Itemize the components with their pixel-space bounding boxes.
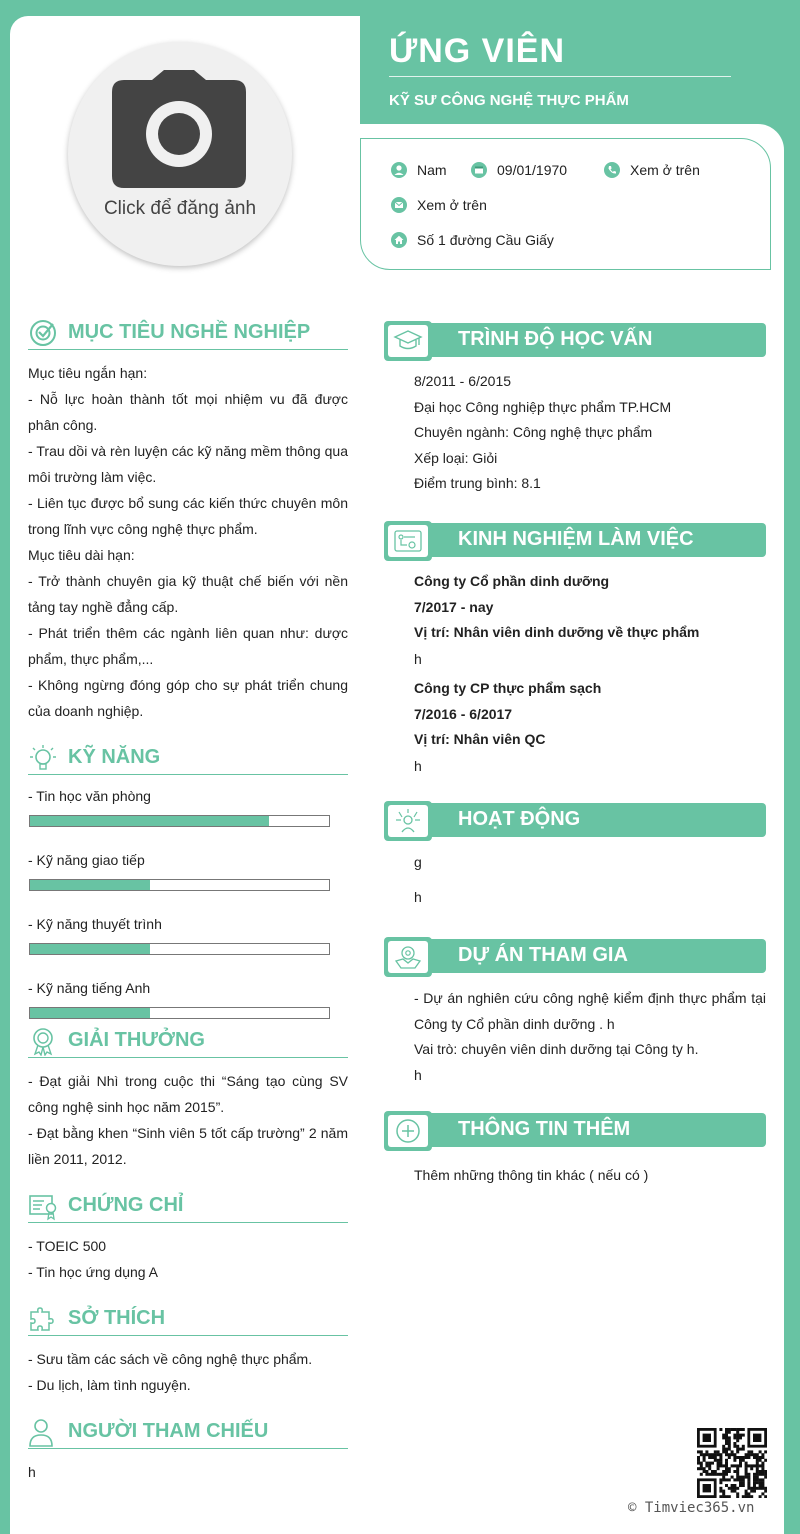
skill-label: - Kỹ năng thuyết trình	[28, 916, 162, 932]
certificate-icon	[28, 1191, 58, 1221]
award-medal-icon	[28, 1026, 58, 1056]
skill-item[interactable]	[28, 851, 348, 891]
activity-line: g	[414, 854, 422, 870]
objective-line: - Nỗ lực hoàn thành tốt mọi nhiệm vu đã được phân công.	[28, 391, 348, 433]
home-icon	[391, 232, 407, 248]
more-info-title[interactable]: THÔNG TIN THÊM	[458, 1118, 631, 1140]
skill-level-fill	[30, 1008, 150, 1018]
contact-email[interactable]	[391, 197, 487, 213]
activities-title[interactable]: HOẠT ĐỘNG	[458, 808, 581, 830]
address-value: Số 1 đường Cầu Giấy	[417, 232, 554, 248]
skill-level-fill	[30, 816, 269, 826]
skill-level-fill	[30, 944, 150, 954]
education-line: Đại học Công nghiệp thực phẩm TP.HCM	[414, 398, 672, 415]
skill-level-bar	[29, 1007, 330, 1019]
target-icon	[28, 318, 58, 348]
job-company: Công ty Cổ phần dinh dưỡng	[414, 573, 610, 589]
contact-birthday[interactable]	[471, 162, 567, 178]
gender-value: Nam	[417, 162, 447, 178]
graduation-cap-icon	[393, 329, 423, 353]
skill-level-bar	[29, 943, 330, 955]
more-info-section	[384, 1111, 766, 1189]
project-line: Vai trò: chuyên viên dinh dưỡng tại Công ty h.	[414, 1041, 699, 1057]
copyright: © Timviec365.vn	[628, 1500, 755, 1516]
certificates-section	[28, 1189, 348, 1285]
education-line: Chuyên ngành: Công nghệ thực phẩm	[414, 424, 653, 440]
objective-line: - Liên tục được bổ sung các kiến thức chuyên môn trong lĩnh vực công nghệ thực phẩm.	[28, 495, 348, 537]
education-line: 8/2011 - 6/2015	[414, 373, 512, 389]
more-info-text[interactable]	[414, 1163, 766, 1189]
contact-address[interactable]	[391, 232, 554, 248]
objective-line: - Phát triển thêm các ngành liên quan như: dược phẩm, thực phẩm,...	[28, 625, 348, 667]
header-icon-box	[384, 937, 432, 977]
experience-title[interactable]: KINH NGHIỆM LÀM VIỆC	[458, 528, 694, 550]
references-header	[28, 1415, 348, 1449]
references-section	[28, 1415, 348, 1485]
skills-header	[28, 741, 348, 775]
activities-text[interactable]	[414, 845, 766, 915]
objective-line: Mục tiêu dài hạn:	[28, 547, 135, 563]
education-title[interactable]: TRÌNH ĐỘ HỌC VẤN	[458, 328, 653, 350]
experience-job[interactable]	[414, 676, 766, 753]
qr-code-icon	[697, 1428, 767, 1498]
teamwork-icon	[393, 808, 423, 834]
plus-circle-icon	[394, 1117, 422, 1145]
contact-phone[interactable]	[604, 162, 700, 178]
header-icon-box	[384, 321, 432, 361]
skill-list	[28, 787, 348, 1019]
experience-section	[384, 521, 766, 779]
references-text[interactable]	[28, 1459, 348, 1485]
person-icon	[28, 1417, 58, 1447]
education-section	[384, 321, 766, 497]
calendar-icon	[471, 162, 487, 178]
header-icon-box	[384, 521, 432, 561]
skill-level-bar	[29, 879, 330, 891]
skills-section	[28, 741, 348, 1019]
phone-value: Xem ở trên	[630, 162, 700, 178]
phone-icon	[604, 162, 620, 178]
award-line: - Đạt giải Nhì trong cuộc thi “Sáng tạo cùng SV công nghệ sinh học năm 2015”.	[28, 1073, 348, 1115]
award-line: - Đạt bằng khen “Sinh viên 5 tốt cấp trường” 2 năm liền 2011, 2012.	[28, 1125, 348, 1167]
certificate-line: - Tin học ứng dụng A	[28, 1264, 159, 1280]
handshake-gear-icon	[393, 944, 423, 970]
certificates-text[interactable]	[28, 1233, 348, 1285]
certificates-title[interactable]: CHỨNG CHỈ	[68, 1194, 184, 1216]
skill-item[interactable]	[28, 915, 348, 955]
header-icon-box	[384, 1111, 432, 1151]
candidate-name[interactable]: ỨNG VIÊN	[389, 32, 566, 70]
skill-level-fill	[30, 880, 150, 890]
job-title[interactable]: KỸ SƯ CÔNG NGHỆ THỰC PHẨM	[389, 92, 629, 109]
projects-text[interactable]	[414, 986, 766, 1088]
awards-section	[28, 1024, 348, 1172]
user-icon	[391, 162, 407, 178]
awards-header	[28, 1024, 348, 1058]
education-text[interactable]	[414, 369, 766, 497]
objective-title[interactable]: MỤC TIÊU NGHỀ NGHIỆP	[68, 321, 311, 343]
email-icon	[391, 197, 407, 213]
references-title[interactable]: NGƯỜI THAM CHIẾU	[68, 1420, 269, 1442]
awards-title[interactable]: GIẢI THƯỞNG	[68, 1029, 205, 1051]
objective-line: Mục tiêu ngắn hạn:	[28, 365, 148, 381]
name-divider	[389, 76, 731, 77]
project-line: h	[414, 1066, 422, 1083]
contact-gender[interactable]	[391, 162, 447, 178]
certificate-line: - TOEIC 500	[28, 1238, 107, 1254]
birthday-value: 09/01/1970	[497, 162, 568, 178]
certificates-header	[28, 1189, 348, 1223]
job-position: Vị trí: Nhân viên QC	[414, 731, 546, 747]
hobby-line: - Sưu tầm các sách về công nghệ thực phẩm.	[28, 1351, 313, 1367]
awards-text[interactable]	[28, 1068, 348, 1172]
more-info-header	[384, 1111, 766, 1151]
objective-header	[28, 316, 348, 350]
projects-header	[384, 937, 766, 977]
skill-label: - Kỹ năng tiếng Anh	[28, 980, 151, 996]
experience-header	[384, 521, 766, 561]
activities-header	[384, 801, 766, 841]
job-position: Vị trí: Nhân viên dinh dưỡng về thực phẩm	[414, 624, 700, 640]
skill-level-bar	[29, 815, 330, 827]
camera-icon	[112, 70, 246, 188]
education-line: Xếp loại: Giỏi	[414, 449, 498, 466]
activity-line: h	[414, 889, 422, 905]
skills-title[interactable]: KỸ NĂNG	[68, 746, 161, 768]
education-header	[384, 321, 766, 361]
objective-text[interactable]	[28, 360, 348, 724]
job-company: Công ty CP thực phẩm sạch	[414, 680, 602, 696]
projects-section	[384, 937, 766, 1088]
lightbulb-icon	[28, 743, 58, 773]
objective-line: - Không ngừng đóng góp cho sự phát triển chung của doanh nghiệp.	[28, 677, 348, 719]
skill-label: - Tin học văn phòng	[28, 788, 151, 804]
email-value: Xem ở trên	[417, 197, 487, 213]
reference-line: h	[28, 1464, 36, 1480]
job-period: 7/2017 - nay	[414, 598, 494, 615]
contact-box	[360, 138, 771, 270]
hobbies-header	[28, 1302, 348, 1336]
activities-section	[384, 801, 766, 915]
skill-label: - Kỹ năng giao tiếp	[28, 852, 145, 868]
objective-section	[28, 316, 348, 724]
puzzle-icon	[28, 1304, 58, 1334]
job-description[interactable]: h	[414, 757, 422, 774]
education-line: Điểm trung bình: 8.1	[414, 475, 541, 491]
workflow-icon	[393, 529, 423, 553]
hobby-line: - Du lịch, làm tình nguyện.	[28, 1377, 191, 1393]
hobbies-title[interactable]: SỞ THÍCH	[68, 1307, 166, 1329]
projects-title[interactable]: DỰ ÁN THAM GIA	[458, 944, 628, 966]
hobbies-section	[28, 1302, 348, 1398]
header-icon-box	[384, 801, 432, 841]
objective-line: - Trau dồi và rèn luyện các kỹ năng mềm thông qua môi trường làm việc.	[28, 443, 348, 485]
job-period: 7/2016 - 6/2017	[414, 705, 513, 722]
project-line: - Dự án nghiên cứu công nghệ kiểm định thực phẩm tại Công ty Cổ phần dinh dưỡng . h	[414, 990, 766, 1032]
more-info-line: Thêm những thông tin khác ( nếu có )	[414, 1167, 649, 1183]
avatar-upload[interactable]	[68, 42, 292, 266]
hobbies-text[interactable]	[28, 1346, 348, 1398]
experience-job[interactable]	[414, 569, 766, 646]
avatar-label: Click để đăng ảnh	[103, 198, 257, 219]
objective-line: - Trở thành chuyên gia kỹ thuật chế biến với nền tảng tay nghề đẳng cấp.	[28, 573, 348, 615]
skill-item[interactable]	[28, 979, 348, 1019]
job-description[interactable]: h	[414, 650, 422, 667]
skill-item[interactable]	[28, 787, 348, 827]
